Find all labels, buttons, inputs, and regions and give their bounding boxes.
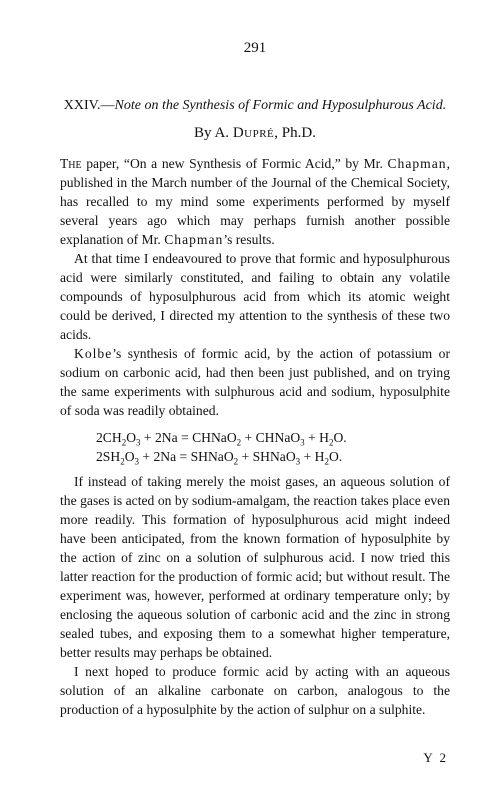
paragraph-2: At that time I endeavoured to prove that formic and hyposulphurous acid were similarly constituted, and failing to obtain any volatile compounds of hyposulphurous acid from which its atomic weight could be derived, I directed my attention to the synthesis of these two acids. xyxy=(60,251,450,342)
paragraph-1-start: The xyxy=(60,156,82,171)
paragraph-3-text: ’s synthesis of formic acid, by the action of potassium or sodium on carbonic acid, had then been just published, and on trying the same experiments with sulphurous acid and sodium, hyposulphite of soda was readily obtained. xyxy=(60,346,450,418)
author-line xyxy=(60,125,450,142)
equations xyxy=(60,428,450,466)
equation-hyposulphurous: $2SH_2O_3 + 2Na$ = SHNaO$_2$ + SHNaO$_3$ + $H_2O$. xyxy=(96,449,343,467)
printer-signature: Y 2 xyxy=(423,750,448,765)
paragraph-1-text-b: , published in the March number of the Journal of the Chemical Society, has recalled to my mind some experiments performed by myself several years ago which may perhaps furnish another possible explanation of Mr. xyxy=(60,156,450,247)
page xyxy=(60,40,450,719)
equation-formic: $2CH_2O_3 + 2Na$ = CHNaO$_2$ + CHNaO$_3$ + $H_2O$. xyxy=(96,430,347,448)
paragraph-4: If instead of taking merely the moist gases, an aqueous solution of the gases is acted on by sodium-amalgam, the reaction takes place even more readily. This formation of hyposulphurous acid might indeed have been anticipated, from the known formation of hyposulphite by the action of zinc on a solution of sulphurous acid. I now tried this latter reaction for the production of formic acid; but without result. The experiment was, however, performed at ordinary temperature only; by enclosing the aqueous solution of carbonic acid and the zinc in strong sealed tubes, and exposing them to a somewhat higher temperature, better results may perhaps be obtained. xyxy=(60,474,450,660)
paragraph-1-name-2: Chapman xyxy=(164,232,224,247)
paragraph-1 xyxy=(60,154,450,249)
article-heading xyxy=(60,97,450,115)
author-prefix: By A. xyxy=(194,125,230,141)
heading-dash: — xyxy=(100,98,115,113)
author-name: Dupré xyxy=(232,125,275,141)
page-number: 291 xyxy=(243,40,267,56)
paragraph-1-text-a: paper, “On a new Synthesis of Formic Acid,” by Mr. xyxy=(81,156,388,171)
paragraph-1-text-c: ’s results. xyxy=(223,232,275,247)
paragraph-5: I next hoped to produce formic acid by acting with an aqueous solution of an alkaline carbonate on carbon, analogous to the production of a hyposulphite by the action of sulphur on a sulphite. xyxy=(60,664,450,717)
paragraph-3-name: Kolbe xyxy=(74,346,113,361)
paragraph-3 xyxy=(60,344,450,420)
article-title: Note on the Synthesis of Formic and Hyposulphurous Acid. xyxy=(114,98,447,113)
section-number: XXIV. xyxy=(63,98,101,113)
author-suffix: , Ph.D. xyxy=(274,125,316,141)
paragraph-1-name: Chapman xyxy=(387,156,447,171)
